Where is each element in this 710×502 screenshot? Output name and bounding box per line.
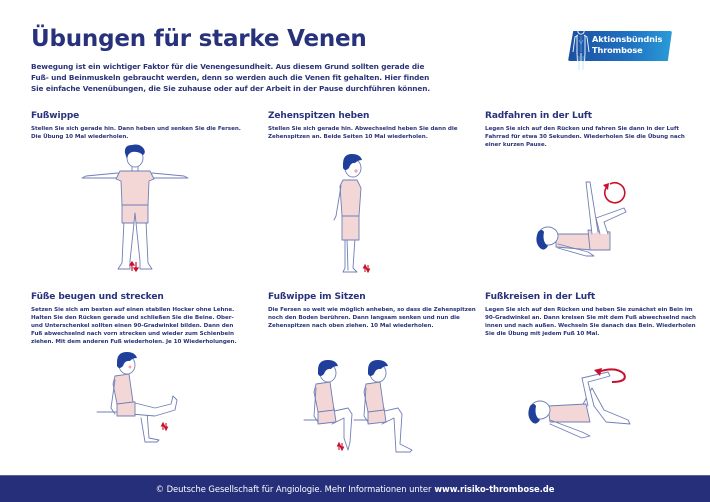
exercise-text: Legen Sie sich auf den Rücken und fahren Sie dann in der Luft Fahrrad für etwa 30 Sekunden. Wiederholen Sie die Übung nach einer kurzen Pause. <box>485 126 685 148</box>
exercise-card-zehenspitzen-heben <box>268 110 473 141</box>
exercise-text: Legen Sie sich auf den Rücken und heben Sie zunächst ein Bein im 90-Gradwinkel an. Dann kreisen Sie mit dem Fuß abwechselnd nach innen und nach außen. Wechseln Sie danach das Bein. Wiederholen Sie die Übung mit jedem Fuß 10 Mal. <box>485 307 696 337</box>
footer-bar <box>0 475 710 502</box>
exercise-title: Fußwippe im Sitzen <box>268 292 366 302</box>
footer-website-link[interactable]: www.risiko-thrombose.de <box>434 484 555 494</box>
exercise-card-fuesse-beugen <box>31 291 246 346</box>
illustration-seated-leg-extension <box>95 348 180 443</box>
page-title: Übungen für starke Venen <box>31 26 367 52</box>
exercise-card-radfahren <box>485 110 690 149</box>
exercise-title: Fußwippe <box>31 111 80 121</box>
exercise-card-fusswippe <box>31 110 246 141</box>
exercise-text: Stellen Sie sich gerade hin. Abwechselnd heben Sie dann die Zehenspitzen an. Beide Seiten 10 Mal wiederholen. <box>268 126 458 140</box>
human-body-veins-icon <box>570 26 592 76</box>
logo-text <box>592 34 672 56</box>
illustration-standing-toe-raise <box>325 150 375 275</box>
exercise-card-fusskreisen <box>485 291 700 338</box>
exercise-card-fusswippe-sitzen <box>268 291 483 330</box>
intro-paragraph: Bewegung ist ein wichtiger Faktor für die Venengesundheit. Aus diesem Grund sollten gerade die Fuß- und Beinmuskeln gebraucht werden, denn so werden auch die Venen fit gehalten. Hier finden Sie einfache Venenübungen, die Sie zuhause oder auf der Arbeit in der Pause durchführen können. <box>31 62 430 93</box>
illustration-standing-heel-raise <box>80 143 190 273</box>
exercise-title: Radfahren in der Luft <box>485 111 592 121</box>
exercise-text: Stellen Sie sich gerade hin. Dann heben und senken Sie die Fersen. Die Übung 10 Mal wiederholen. <box>31 126 241 140</box>
footer-copyright: © Deutsche Gesellschaft für Angiologie. Mehr Informationen unter <box>155 484 432 494</box>
illustration-lying-foot-circles <box>520 362 645 442</box>
exercise-title: Zehenspitzen heben <box>268 111 370 121</box>
illustration-lying-cycling <box>528 172 643 257</box>
exercise-title: Füße beugen und strecken <box>31 292 164 302</box>
illustration-seated-heel-raise <box>302 358 417 458</box>
exercise-text: Setzen Sie sich am besten auf einen stabilen Hocker ohne Lehne. Halten Sie den Rücken gerade und schließen Sie die Beine. Ober- und Unterschenkel sollten einen 90-Gradwinkel bilden. Dann den Fuß abwechselnd nach vorn strecken und wieder zum Schienbein ziehen. Mit dem anderen Fuß wiederholen. Je 10 Wiederholungen. <box>31 307 237 345</box>
exercise-title: Fußkreisen in der Luft <box>485 292 596 302</box>
aktionsbuendnis-thrombose-logo <box>560 26 678 76</box>
exercise-text: Die Fersen so weit wie möglich anheben, so dass die Zehenspitzen noch den Boden berühren. Dann langsam senken und nun die Zehenspitzen nach oben ziehen. 10 Mal wiederholen. <box>268 307 476 329</box>
logo-line1: Aktionsbündnis <box>592 34 663 44</box>
logo-line2: Thrombose <box>592 45 643 55</box>
